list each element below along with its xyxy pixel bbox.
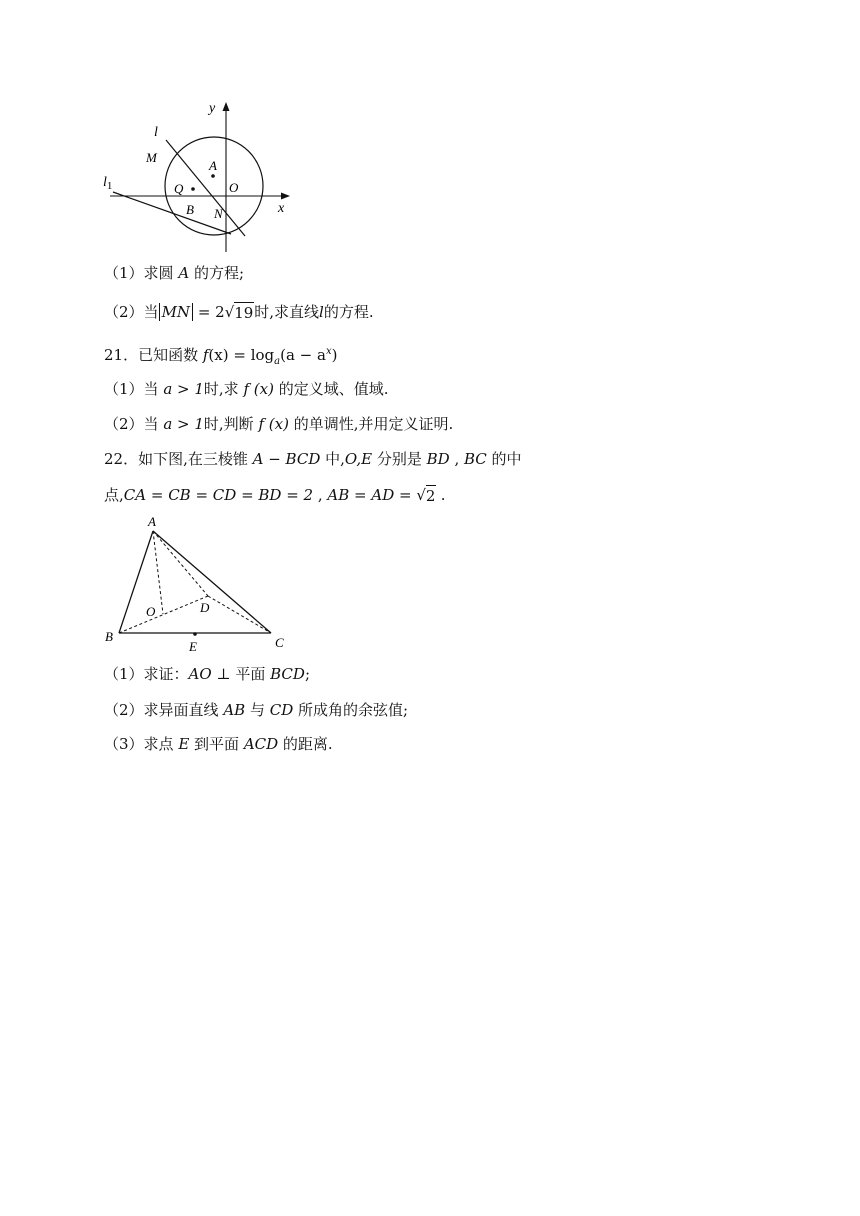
label-o: O	[229, 180, 239, 195]
label-b: B	[105, 629, 113, 644]
label-d: D	[200, 600, 210, 615]
label-e: E	[189, 639, 197, 654]
dashed-edges	[119, 531, 271, 633]
label-q: Q	[174, 181, 184, 196]
label-c: C	[275, 635, 284, 650]
q20-part1: （1）求圆 A 的方程;	[104, 264, 244, 282]
solid-edges	[119, 531, 271, 633]
q22-heading-line1: 22．如下图,在三棱锥 A − BCD 中,O,E 分别是 BD , BC 的中	[104, 450, 522, 468]
label-l: l	[154, 125, 158, 140]
point-e	[193, 632, 197, 636]
label-y: y	[209, 101, 216, 116]
label-l1: $l_1$	[103, 175, 113, 192]
q21-heading: 21．已知函数 $f(x) = \log_a(a - a^x)$	[104, 346, 338, 367]
point-a	[211, 174, 215, 178]
q22-part3: （3）求点 E 到平面 ACD 的距离.	[104, 735, 333, 753]
coordinate-axes	[110, 102, 290, 252]
q21-part1: （1）当 a > 1时,求 f (x) 的定义域、值域.	[104, 380, 389, 398]
label-a: A	[209, 158, 217, 173]
q21-part2: （2）当 a > 1时,判断 f (x) 的单调性,并用定义证明.	[104, 415, 454, 433]
q22-part1: （1）求证：AO ⊥ 平面 BCD;	[104, 665, 310, 683]
label-o: O	[146, 604, 156, 619]
q22-part2: （2）求异面直线 AB 与 CD 所成角的余弦值;	[104, 701, 409, 719]
label-b: B	[186, 202, 194, 217]
label-n: N	[214, 206, 223, 221]
abs-mn: MN	[159, 303, 193, 321]
q20-part2: （2）当 MN = 2√ 19时,求直线l的方程.	[104, 303, 374, 322]
sqrt-19: √ 19	[224, 303, 254, 322]
circle-figure	[100, 96, 300, 258]
label-x: x	[278, 201, 285, 216]
tetrahedron-figure	[100, 510, 290, 655]
sqrt-2: √ 2	[416, 486, 436, 505]
q22-heading-line2: 点,CA = CB = CD = BD = 2 , AB = AD = √ 2 .	[104, 486, 446, 505]
label-m: M	[146, 150, 157, 165]
label-a: A	[148, 514, 156, 529]
point-q	[191, 187, 195, 191]
